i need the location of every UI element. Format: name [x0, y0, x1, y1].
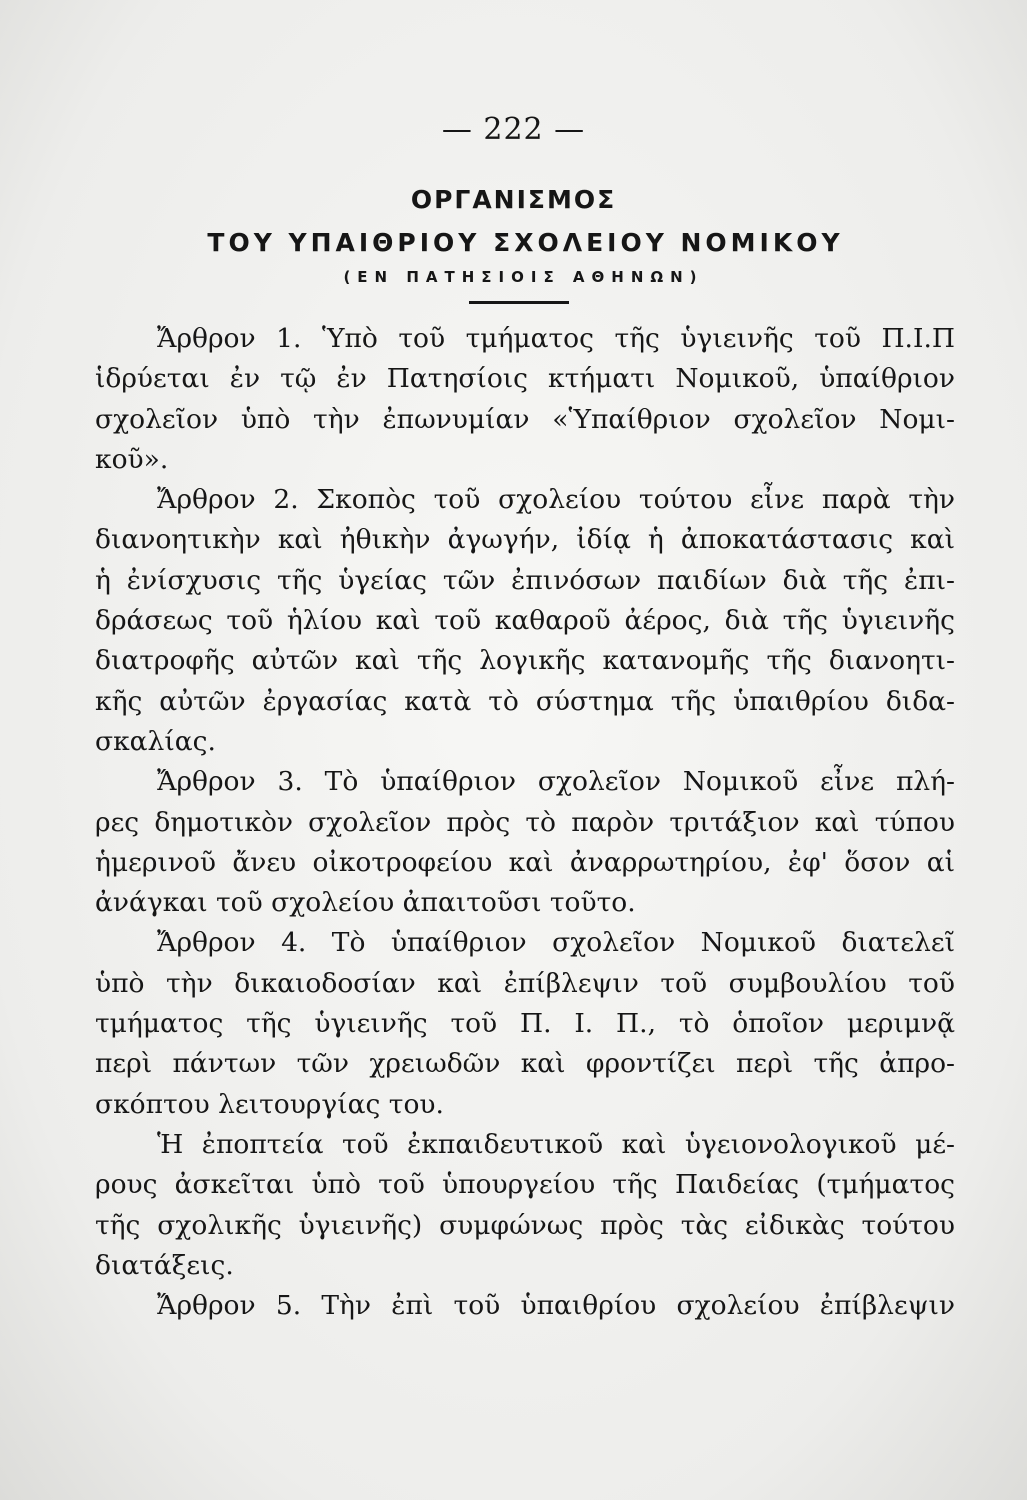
text-line: Ἄρθρον 5. Τὴν ἐπὶ τοῦ ὑπαιθρίου σχολείου ἐπίβλεψιν: [157, 1290, 955, 1322]
page-number: — 222 —: [441, 112, 586, 147]
text-line: σχολεῖον ὑπὸ τὴν ἐπωνυμίαν «Ὑπαίθριον σχολεῖον Νομι-: [95, 403, 955, 435]
text-line: δράσεως τοῦ ἡλίου καὶ τοῦ καθαροῦ ἀέρος, διὰ τῆς ὑγιεινῆς: [95, 605, 955, 637]
document-location: (ΕΝ ΠΑΤΗΣΙΟΙΣ ΑΘΗΝΩΝ): [343, 268, 704, 286]
text-line: ρες δημοτικὸν σχολεῖον πρὸς τὸ παρὸν τριτάξιον καὶ τύπου: [95, 806, 955, 838]
text-line: Ἄρθρον 1. Ὑπὸ τοῦ τμήματος τῆς ὑγιεινῆς τοῦ Π.Ι.Π: [157, 323, 955, 354]
text-line: τμήματος τῆς ὑγιεινῆς τοῦ Π. Ι. Π., τὸ ὁποῖον μεριμνᾷ: [95, 1008, 955, 1040]
text-line: ρους ἀσκεῖται ὑπὸ τοῦ ὑπουργείου τῆς Παιδείας (τμήματος: [95, 1169, 955, 1201]
heading-divider: [469, 301, 569, 304]
text-line: ἡμερινοῦ ἄνευ οἰκοτροφείου καὶ ἀναρρωτηρίου, ἐφ' ὅσον αἱ: [95, 846, 955, 878]
text-line: Ἄρθρον 3. Τὸ ὑπαίθριον σχολεῖον Νομικοῦ εἶνε πλή-: [157, 766, 955, 798]
text-line: ἱδρύεται ἐν τῷ ἐν Πατησίοις κτήματι Νομικοῦ, ὑπαίθριον: [95, 363, 955, 395]
text-line: διανοητικὴν καὶ ἠθικὴν ἀγωγήν, ἰδίᾳ ἡ ἀποκατάστασις καὶ: [95, 524, 955, 556]
text-line: Ἡ ἐποπτεία τοῦ ἐκπαιδευτικοῦ καὶ ὑγειονολογικοῦ μέ-: [157, 1128, 955, 1160]
text-line: ἡ ἐνίσχυσις τῆς ὑγείας τῶν ἐπινόσων παιδίων διὰ τῆς ἐπι-: [95, 564, 955, 596]
article-text: [95, 319, 955, 1326]
text-line: περὶ πάντων τῶν χρειωδῶν καὶ φροντίζει περὶ τῆς ἀπρο-: [95, 1048, 955, 1080]
text-line: διατροφῆς αὐτῶν καὶ τῆς λογικῆς κατανομῆς τῆς διανοητι-: [95, 645, 955, 677]
text-line: σκόπτου λειτουργίας του.: [95, 1088, 444, 1120]
text-line: Ἄρθρον 2. Σκοπὸς τοῦ σχολείου τούτου εἶνε παρὰ τὴν: [157, 484, 955, 516]
text-line: τῆς σχολικῆς ὑγιεινῆς) συμφώνως πρὸς τὰς εἰδικὰς τούτου: [95, 1209, 955, 1241]
document-title: ΟΡΓΑΝΙΣΜΟΣ: [410, 185, 617, 214]
text-line: διατάξεις.: [95, 1249, 234, 1281]
text-line: Ἄρθρον 4. Τὸ ὑπαίθριον σχολεῖον Νομικοῦ διατελεῖ: [157, 927, 955, 959]
text-line: κοῦ».: [95, 443, 169, 475]
text-line: σκαλίας.: [95, 725, 216, 757]
text-line: κῆς αὐτῶν ἐργασίας κατὰ τὸ σύστημα τῆς ὑπαιθρίου διδα-: [95, 685, 955, 717]
document-subtitle: ΤΟΥ ΥΠΑΙΘΡΙΟΥ ΣΧΟΛΕΙΟΥ ΝΟΜΙΚΟΥ: [207, 228, 844, 257]
text-line: ὑπὸ τὴν δικαιοδοσίαν καὶ ἐπίβλεψιν τοῦ συμβουλίου τοῦ: [95, 967, 955, 999]
text-line: ἀνάγκαι τοῦ σχολείου ἀπαιτοῦσι τοῦτο.: [95, 887, 636, 919]
